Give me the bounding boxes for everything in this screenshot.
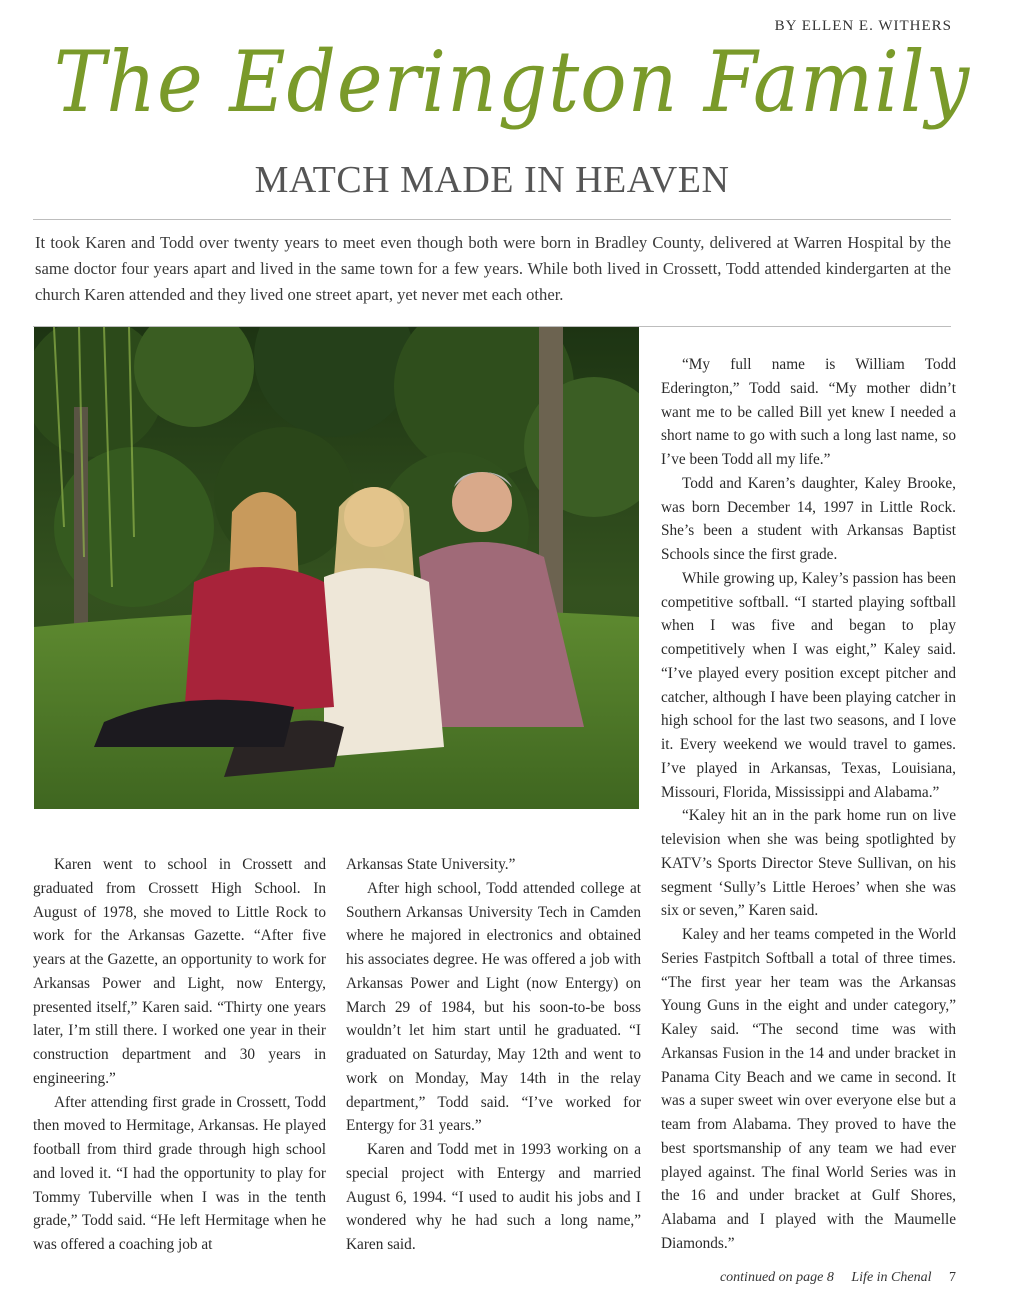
- col1-paragraph: Karen went to school in Crossett and graduated from Crossett High School. In August of 1978, she moved to Little Rock to work for the Arkansas Gazette. “After five years at the Gazette, an opportunity to work for Arkansas Power and Light, now Entergy, presented itself,” Karen said. “Thirty one years later, I’m still there. I worked one year in their construction department and 30 years in engineering.”: [33, 856, 326, 1087]
- magazine-name: Life in Chenal: [851, 1270, 932, 1285]
- article-subtitle: MATCH MADE IN HEAVEN: [254, 159, 730, 201]
- col2-paragraph: After high school, Todd attended college at Southern Arkansas University Tech in Camden where he majored in electronics and obtained his associates degree. He was offered a job with Arkansas Power and Light (now Entergy) on March 29 of 1984, but his soon-to-be boss wouldn’t let him start until he graduated. “I graduated on Saturday, May 12th and went to work on Monday, May 14th in the relay department,” Todd said. “I’ve worked for Entergy for 31 years.”: [346, 879, 641, 1135]
- col1-paragraph: After attending first grade in Crossett, Todd then moved to Hermitage, Arkansas. He played football from third grade through high school and loved it. “I had the opportunity to play for Tommy Tuberville when I was in the tenth grade,” Todd said. “He left Hermitage when he was offered a coaching job at: [33, 1093, 326, 1253]
- continued-note: continued on page 8: [719, 1270, 834, 1285]
- family-photo: [34, 327, 639, 809]
- intro-paragraph: It took Karen and Todd over twenty years to meet even though both were born in Bradley County, delivered at Warren Hospital by the same doctor four years apart and lived in the same town for a few years. While both lived in Crossett, Todd attended kindergarten at the church Karen attended and they lived one street apart, yet never met each other.: [35, 233, 951, 304]
- column-1: [33, 853, 326, 1257]
- page-number: 7: [949, 1270, 956, 1285]
- page-footer: [720, 1270, 956, 1286]
- col3-paragraph: While growing up, Kaley’s passion has been competitive softball. “I started playing softball when I was five and began to play competitively when I was eight,” Kaley said. “I’ve played every position except pitcher and catcher, although I have been playing catcher in high school for the last two seasons, and I love it. Every weekend we would travel to games. I’ve played in Arkansas, Texas, Louisiana, Missouri, Florida, Mississippi and Alabama.”: [661, 569, 956, 801]
- column-3: [661, 353, 956, 1256]
- col3-paragraph: Todd and Karen’s daughter, Kaley Brooke, was born December 14, 1997 in Little Rock. She’s been a student with Arkansas Baptist Schools since the first grade.: [661, 474, 956, 563]
- col2-paragraph: Karen and Todd met in 1993 working on a special project with Entergy and married August 6, 1994. “I used to audit his jobs and I wondered why he had such a long name,” Karen said.: [346, 1141, 641, 1253]
- col3-paragraph: “Kaley hit an in the park home run on live television when she was being spotlighted by KATV’s Sports Director Steve Sullivan, on his segment ‘Sully’s Little Heroes’ when she was six or seven,” Karen said.: [661, 807, 956, 920]
- col3-paragraph: Kaley and her teams competed in the World Series Fastpitch Softball a total of three times. “The first year her team was the Arkansas Young Guns in the eight and under category,” Kaley said. “The second time was with Arkansas Fusion in the 14 and under bracket in Panama City Beach and we came in second. It was a super sweet win over everyone else but a team from Alabama. They proved to have the best sportsmanship of any team we had ever played against. The final World Series was in the 16 and under bracket at Gulf Shores, Alabama and I played with the Maumelle Diamonds.”: [661, 926, 956, 1252]
- col2-paragraph: Arkansas State University.”: [346, 856, 516, 873]
- article-title: The Ederington Family: [53, 33, 971, 131]
- byline: BY ELLEN E. WITHERS: [774, 18, 952, 34]
- column-2: [346, 853, 641, 1257]
- top-rule: [33, 219, 951, 220]
- col3-paragraph: “My full name is William Todd Ederington,” Todd said. “My mother didn’t want me to be called Bill yet knew I needed a short name to go with such a long last name, so I’ve been Todd all my life.”: [661, 356, 956, 468]
